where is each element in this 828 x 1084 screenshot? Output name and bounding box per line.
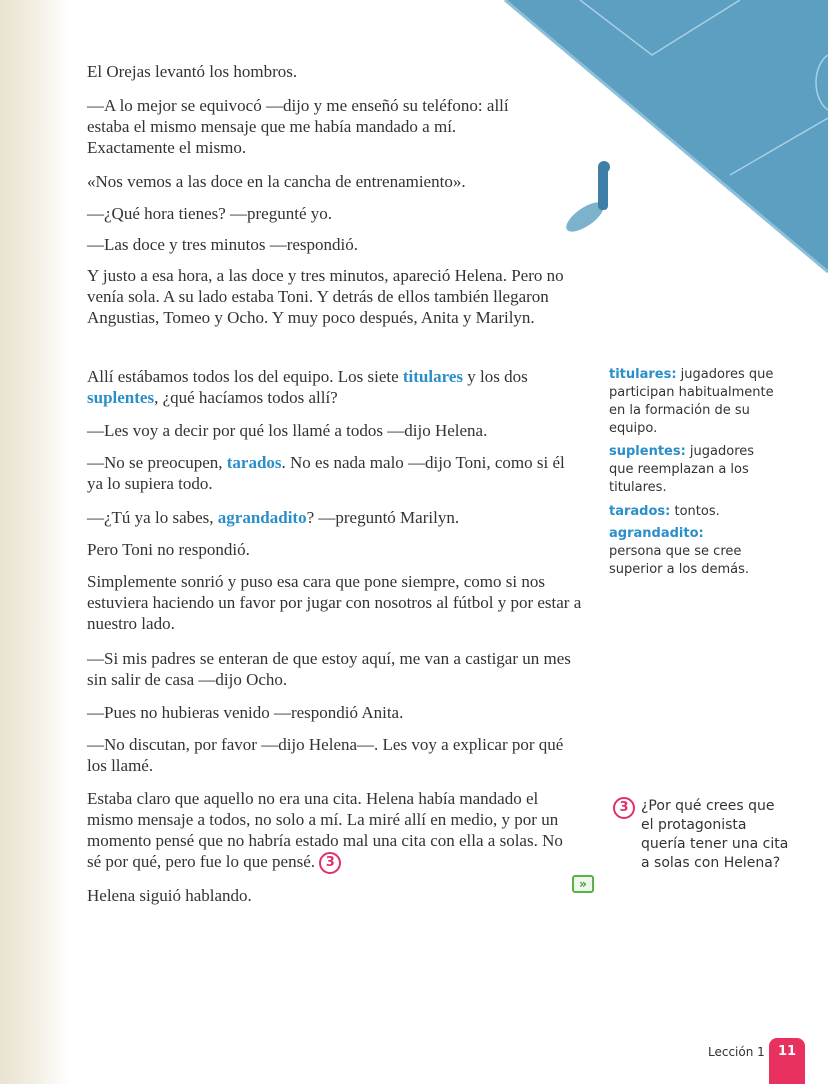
glossary-entry: [609, 443, 759, 497]
text: y los dos: [463, 367, 528, 386]
paragraph: «Nos vemos a las doce en la cancha de entrenamiento».: [87, 172, 466, 191]
paragraph: Y justo a esa hora, a las doce y tres minutos, apareció Helena. Pero no venía sola. A su lado estaba Toni. Y detrás de ellos también llegaron Angustias, Tomeo y Ocho. Y muy poco después, Anita y Marilyn.: [87, 266, 564, 327]
paragraph: Helena siguió hablando.: [87, 886, 252, 905]
question-number-badge: 3: [613, 797, 635, 819]
paragraph: [87, 788, 577, 874]
text: —No se preocupen,: [87, 453, 227, 472]
text: . No es nada malo —dijo Toni, como si él ya lo supiera todo.: [87, 453, 565, 493]
paragraph: [87, 452, 582, 494]
page-number: 11: [769, 1038, 805, 1084]
forward-icon[interactable]: »: [572, 875, 594, 893]
glossary-term: tarados:: [609, 504, 671, 519]
glossary-entry: [609, 503, 824, 521]
glossary-term: agrandadito:: [609, 526, 704, 541]
glossary-link-titulares[interactable]: titulares: [402, 367, 464, 386]
glossary-definition: persona que se cree superior a los demás.: [609, 544, 750, 577]
paragraph: —¿Qué hora tienes? —pregunté yo.: [87, 204, 332, 223]
glossary-definition: jugadores que reemplazan a los titulares.: [609, 444, 755, 495]
text: Estaba claro que aquello no era una cita. Helena había mandado el mismo mensaje a todos, no solo a mí. La miré allí en medio, y por un momento pensé que no habría estado mal una cita con ella a solas. No sé por qué, pero fue lo que pensé.: [87, 789, 563, 871]
glossary-definition: jugadores que participan habitualmente en la formación de su equipo.: [609, 367, 774, 436]
question-text: ¿Por qué crees que el protagonista quería tener una cita a solas con Helena?: [641, 798, 789, 871]
paragraph: —Les voy a decir por qué los llamé a todos —dijo Helena.: [87, 421, 488, 440]
paragraph: [87, 507, 587, 528]
paragraph: —Las doce y tres minutos —respondió.: [87, 235, 359, 254]
text: Allí estábamos todos los del equipo. Los siete: [87, 367, 403, 386]
text: ? —preguntó Marilyn.: [306, 508, 460, 527]
question-marker[interactable]: 3: [319, 852, 341, 874]
paragraph: —A lo mejor se equivocó —dijo y me enseñó su teléfono: allí estaba el mismo mensaje que me había mandado a mí. Exactamente el mismo.: [87, 96, 509, 157]
glossary-link-tarados[interactable]: tarados: [226, 453, 282, 472]
glossary-link-suplentes[interactable]: suplentes: [87, 388, 155, 407]
paragraph: —Si mis padres se enteran de que estoy aquí, me van a castigar un mes sin salir de casa —dijo Ocho.: [87, 649, 571, 689]
glossary-term: titulares:: [609, 367, 677, 382]
glossary-term: suplentes:: [609, 444, 686, 459]
paragraph: El Orejas levantó los hombros.: [87, 62, 298, 81]
glossary-link-agrandadito[interactable]: agrandadito: [217, 508, 307, 527]
text: , ¿qué hacíamos todos allí?: [154, 388, 338, 407]
lesson-label: Lección 1: [708, 1045, 765, 1059]
paragraph: Simplemente sonrió y puso esa cara que pone siempre, como si nos estuviera haciendo un favor por jugar con nosotros al fútbol y por estar a nuestro lado.: [87, 572, 582, 633]
glossary-definition: tontos.: [670, 504, 720, 519]
paragraph: [87, 366, 567, 408]
glossary-entry: [609, 366, 774, 438]
paragraph: —No discutan, por favor —dijo Helena—. Les voy a explicar por qué los llamé.: [87, 735, 564, 775]
paragraph: Pero Toni no respondió.: [87, 540, 250, 559]
paragraph: —Pues no hubieras venido —respondió Anita.: [87, 703, 404, 722]
glossary-entry: [609, 525, 759, 579]
text: —¿Tú ya lo sabes,: [87, 508, 218, 527]
